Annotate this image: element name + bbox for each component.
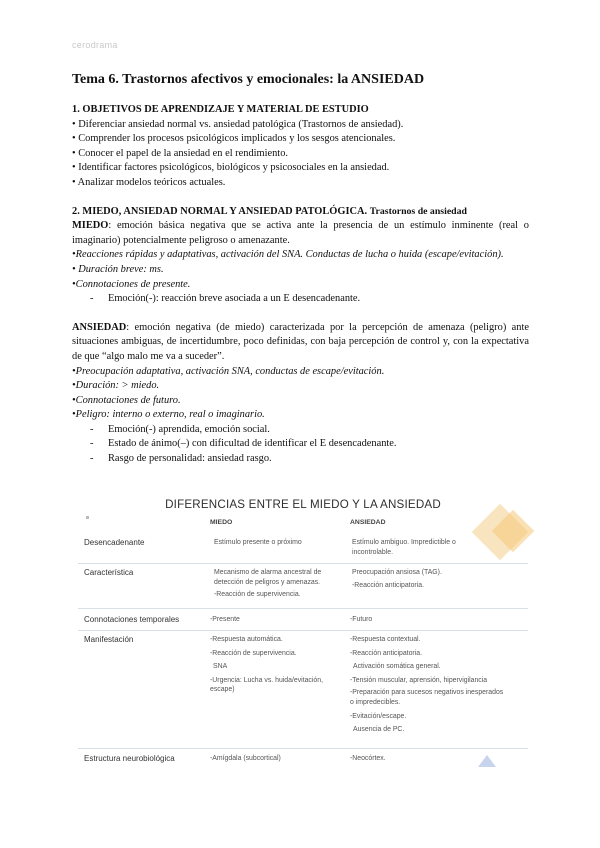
ansiedad-dash-item [72, 452, 529, 467]
cell-line: -Urgencia: Lucha vs. huida/evitación, escape) [210, 676, 323, 694]
miedo-cell [210, 615, 240, 625]
column-header-ansiedad: ANSIEDAD [350, 519, 386, 526]
dash-marker: - [90, 423, 94, 435]
decorative-dot [86, 516, 89, 519]
row-label: Desencadenante [84, 538, 145, 547]
miedo-point: •Reacciones rápidas y adaptativas, activación del SNA. Conductas de lucha o huida (escape/evitación). [72, 249, 504, 261]
cell-line: Ausencia de PC. [353, 726, 405, 734]
ansiedad-dash-text: Rasgo de personalidad: ansiedad rasgo. [108, 453, 272, 465]
ansiedad-dash-text: Emoción(-) aprendida, emoción social. [108, 423, 270, 435]
ansiedad-cell [350, 754, 386, 764]
row-divider [78, 563, 528, 564]
ansiedad-dash-item [72, 437, 529, 452]
comparison-table [78, 498, 528, 773]
ansiedad-dash-text: Estado de ánimo(–) con dificultad de identificar el E desencadenante. [108, 438, 397, 450]
cell-line: -Presente [210, 616, 240, 623]
cell-line: SNA [213, 663, 228, 671]
ansiedad-cell [352, 538, 456, 557]
row-label: Característica [84, 568, 134, 577]
miedo-point: •Connotaciones de presente. [72, 278, 191, 290]
ansiedad-cell [350, 615, 372, 625]
cell-line: -Reacción de supervivencia. [214, 591, 301, 599]
row-label: Connotaciones temporales [84, 615, 180, 624]
miedo-cell [214, 538, 302, 548]
miedo-cell [214, 568, 321, 600]
cell-line: Estímulo presente o próximo [214, 539, 302, 546]
ansiedad-point: •Preocupación adaptativa, activación SNA, conductas de escape/evitación. [72, 365, 385, 377]
ansiedad-point: •Connotaciones de futuro. [72, 394, 181, 406]
cell-line: -Tensión muscular, aprensión, hipervigilancia [350, 676, 488, 684]
cell-line: Activación somática general. [353, 663, 441, 671]
row-divider [78, 630, 528, 631]
cell-line: -Amígdala (subcortical) [210, 755, 281, 762]
ansiedad-point: •Duración: > miedo. [72, 380, 160, 392]
dash-marker: - [90, 438, 94, 450]
objective-item: • Diferenciar ansiedad normal vs. ansiedad patológica (Trastornos de ansiedad). [72, 118, 404, 130]
row-label: Manifestación [84, 635, 134, 644]
miedo-definition-text: : emoción básica negativa que se activa ante la presencia de un estímulo inminente (real o imaginario) potencialmente peligroso o amenazante. [72, 220, 529, 246]
cell-line: -Preparación para sucesos negativos inesperados o impredecibles. [350, 689, 504, 706]
cell-line: Preocupación ansiosa (TAG). [352, 569, 442, 576]
miedo-definition [72, 219, 529, 248]
ansiedad-term: ANSIEDAD [72, 321, 127, 333]
miedo-point: • Duración breve: ms. [72, 263, 164, 275]
miedo-dash-text: Emoción(-): reacción breve asociada a un E desencadenante. [108, 293, 361, 305]
page-title: Tema 6. Trastornos afectivos y emocionales: la ANSIEDAD [72, 72, 425, 87]
spacer [72, 307, 529, 321]
ansiedad-cell [352, 568, 442, 590]
document-body [72, 103, 529, 467]
cell-line: -Evitación/escape. [350, 712, 407, 720]
dash-marker: - [90, 453, 94, 465]
miedo-cell [210, 635, 328, 695]
cell-line: incontrolable. [352, 548, 393, 556]
cell-line: -Reacción anticipatoria. [350, 649, 423, 657]
objective-item: • Analizar modelos teóricos actuales. [72, 176, 226, 188]
miedo-dash-item [72, 292, 529, 307]
cell-line: Estímulo ambiguo. Impredictible o [352, 539, 456, 546]
cell-line: -Futuro [350, 616, 373, 623]
ansiedad-point: •Peligro: interno o externo, real o imaginario. [72, 409, 265, 421]
cell-line: Mecanismo de alarma ancestral de [214, 569, 322, 576]
table-title: DIFERENCIAS ENTRE EL MIEDO Y LA ANSIEDAD [165, 498, 441, 511]
spacer [72, 191, 529, 205]
section-1-heading: 1. OBJETIVOS DE APRENDIZAJE Y MATERIAL DE ESTUDIO [72, 104, 369, 115]
cell-line: -Neocórtex. [350, 755, 386, 762]
section-2-heading-suffix: Trastornos de ansiedad [369, 205, 467, 217]
cell-line: -Respuesta automática. [210, 636, 283, 643]
ansiedad-cell [350, 635, 508, 735]
cell-line: -Reacción anticipatoria. [352, 581, 425, 589]
objective-item: • Identificar factores psicológicos, biológicos y psicosociales en la ansiedad. [72, 162, 390, 174]
objective-item: • Comprender los procesos psicológicos implicados y los sesgos atencionales. [72, 133, 396, 145]
watermark: cerodrama [72, 40, 118, 50]
ansiedad-definition [72, 321, 529, 365]
cell-line: -Reacción de supervivencia. [210, 649, 297, 657]
miedo-cell [210, 754, 281, 764]
ansiedad-dash-item [72, 423, 529, 438]
row-label: Estructura neurobiológica [84, 754, 175, 763]
dash-marker: - [90, 293, 94, 305]
column-header-miedo: MIEDO [210, 519, 233, 526]
row-divider [78, 748, 528, 749]
decorative-shape [478, 755, 496, 767]
section-2-heading [72, 205, 529, 220]
miedo-term: MIEDO [72, 220, 109, 232]
cell-line: -Respuesta contextual. [350, 636, 421, 643]
section-2-heading-main: 2. MIEDO, ANSIEDAD NORMAL Y ANSIEDAD PATOLÓGICA. [72, 205, 370, 217]
ansiedad-definition-text: : emoción negativa (de miedo) caracterizada por la percepción de amenaza (peligro) ante situaciones ambiguas, de incertidumbre, poco definidas, con baja percepción de control y, con la expectativa de que “algo malo me va a suceder”. [72, 321, 529, 362]
cell-line: detección de peligros y amenazas. [214, 578, 321, 586]
row-divider [78, 608, 528, 609]
objective-item: • Conocer el papel de la ansiedad en el rendimiento. [72, 147, 288, 159]
